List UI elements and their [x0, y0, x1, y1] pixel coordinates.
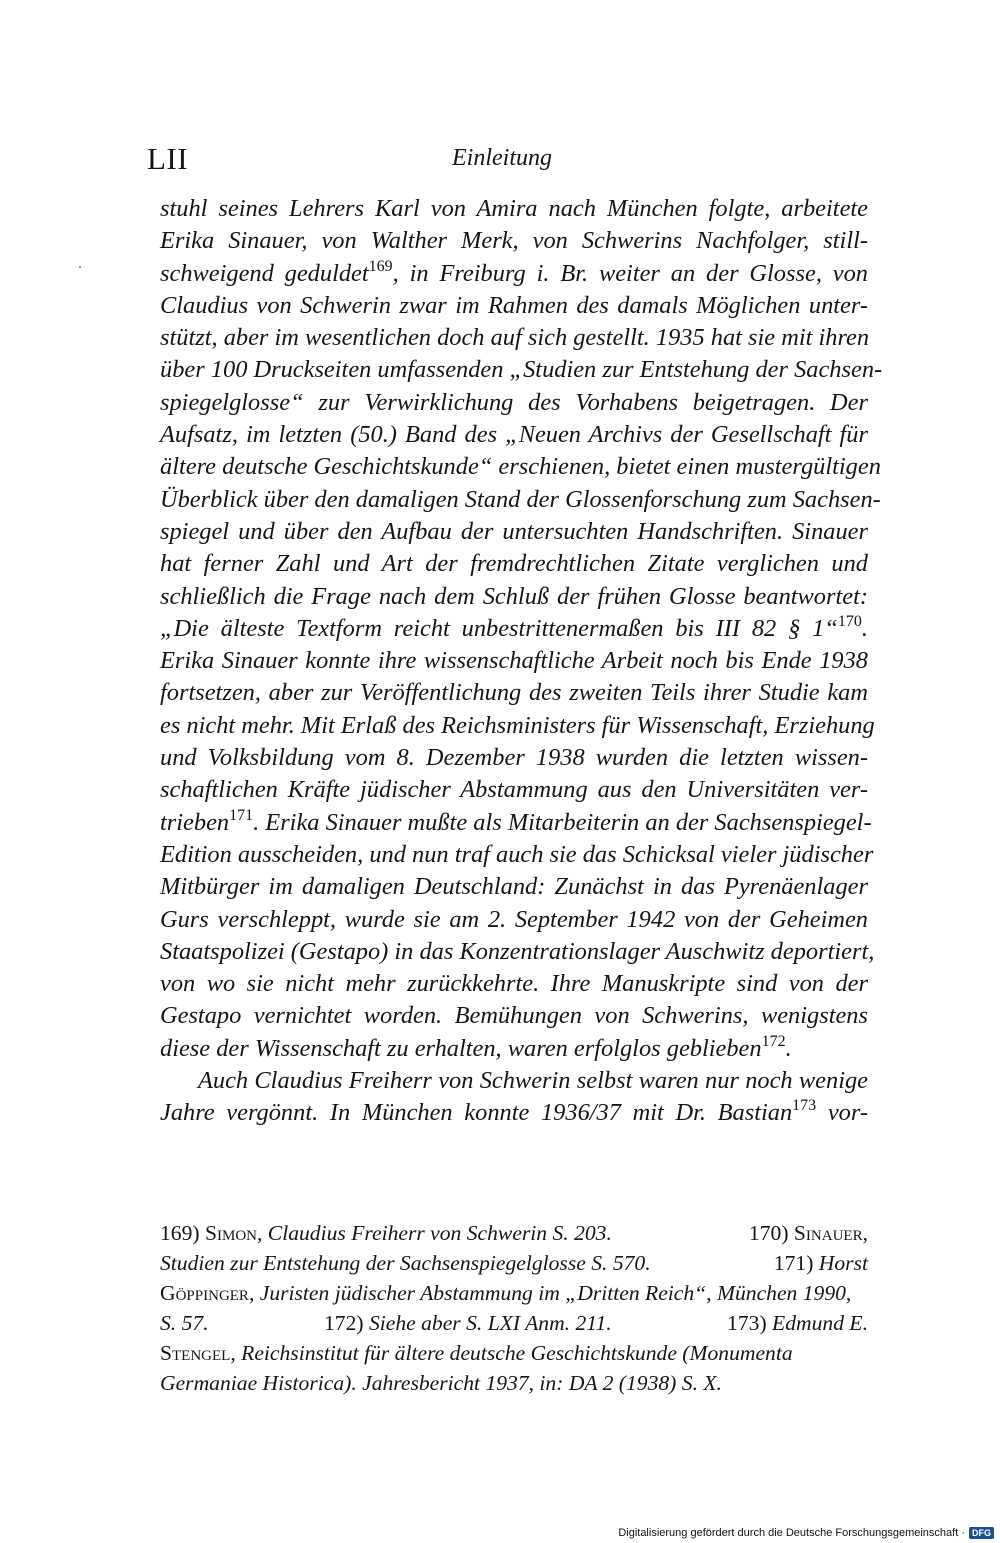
text-line: stuhl seines Lehrers Karl von Amira nach München folgte, arbeitete [160, 195, 868, 222]
footnote-number-169: 169) [160, 1221, 200, 1245]
body-text [160, 193, 883, 1130]
text-line: diese der Wissenschaft zu erhalten, waren erfolglos geblieben$^{172}$. [160, 1032, 792, 1062]
text-line: Aufsatz, im letzten (50.) Band des „Neuen Archivs der Gesellschaft für [160, 421, 868, 449]
author-name: Stengel, [160, 1341, 236, 1365]
text-line: stützt, aber im wesentlichen doch auf sich gestellt. 1935 hat sie mit ihren [160, 324, 870, 352]
text-line: Gestapo vernichtet worden. Bemühungen von Schwerins, wenigstens [160, 1002, 868, 1030]
author-name: Simon, [205, 1221, 263, 1245]
footnote-line: Stengel, Reichsinstitut für ältere deutsche Geschichtskunde (Monumenta [160, 1341, 793, 1365]
footnote-line: Studien zur Entstehung der Sachsenspiegelglosse S. 570. 171) Horst [160, 1251, 868, 1275]
author-name: Sinauer, [793, 1221, 868, 1245]
footnote-number-171: 171) [773, 1251, 814, 1275]
text-line: Erika Sinauer konnte ihre wissenschaftliche Arbeit noch bis Ende 1938 [160, 647, 868, 675]
text-line: Jahre vergönnt. In München konnte 1936/37 mit Dr. Bastian$^{173}$ vor- [160, 1097, 868, 1127]
credit-text: Digitalisierung gefördert durch die Deutsche Forschungsgemeinschaft · [618, 1527, 965, 1539]
text-line: Edition ausscheiden, und nun traf auch sie das Schicksal vieler jüdischer [160, 840, 874, 868]
running-head: Einleitung [452, 145, 552, 171]
text-line: Erika Sinauer, von Walther Merk, von Schwerins Nachfolger, still- [160, 227, 868, 255]
text-line: Staatspolizei (Gestapo) in das Konzentrationslager Auschwitz deportiert, [160, 937, 875, 965]
text-line: es nicht mehr. Mit Erlaß des Reichsministers für Wissenschaft, Erziehung [160, 711, 875, 739]
footnote-ref-171[interactable]: 171 [229, 806, 254, 824]
footnote-number-170: 170) [748, 1221, 789, 1245]
digitization-credit [618, 1527, 994, 1539]
footnote-line: Germaniae Historica). Jahresbericht 1937, in: DA 2 (1938) S. X. [160, 1371, 722, 1395]
text-line: schweigend geduldet$^{169}$, in Freiburg i. Br. weiter an der Glosse, von [160, 257, 868, 287]
text-line: über 100 Druckseiten umfassenden „Studien zur Entstehung der Sachsen- [160, 356, 883, 384]
footnote-number-172: 172) [323, 1311, 364, 1335]
author-name: Göppinger, [160, 1281, 255, 1305]
footnote-line: S. 57. 172) Siehe aber S. LXI Anm. 211. 173) Edmund E. [160, 1311, 868, 1335]
text-line: schließlich die Frage nach dem Schluß der frühen Glosse beantwortet: [160, 582, 868, 610]
page-number: LII [147, 141, 189, 176]
scan-speck [79, 266, 81, 268]
text-line: ältere deutsche Geschichtskunde“ erschienen, bietet einen mustergültigen [160, 453, 881, 481]
text-line: Claudius von Schwerin zwar im Rahmen des damals Möglichen unter- [160, 291, 868, 319]
text-line: spiegelglosse“ zur Verwirklichung des Vorhabens beigetragen. Der [160, 388, 868, 416]
text-line: und Volksbildung vom 8. Dezember 1938 wurden die letzten wissen- [160, 744, 868, 772]
footnote-ref-172[interactable]: 172 [761, 1032, 786, 1050]
text-line: fortsetzen, aber zur Veröffentlichung des zweiten Teils ihrer Studie kam [160, 679, 868, 707]
text-line: hat ferner Zahl und Art der fremdrechtlichen Zitate verglichen und [160, 550, 868, 578]
footnotes [160, 1218, 868, 1398]
footnote-ref-169[interactable]: 169 [368, 257, 393, 275]
text-line: „Die älteste Textform reicht unbestrittenermaßen bis III 82 § 1“$^{170}$. [160, 612, 868, 642]
footnote-ref-173[interactable]: 173 [792, 1097, 817, 1115]
text-line: Überblick über den damaligen Stand der Glossenforschung zum Sachsen- [160, 485, 881, 513]
text-line: Mitbürger im damaligen Deutschland: Zunächst in das Pyrenäenlager [160, 873, 868, 901]
text-line: Gurs verschleppt, wurde sie am 2. September 1942 von der Geheimen [160, 905, 868, 933]
footnote-number-173: 173) [727, 1311, 767, 1335]
text-line: Auch Claudius Freiherr von Schwerin selbst waren nur noch wenige [198, 1067, 868, 1095]
text-line: spiegel und über den Aufbau der untersuchten Handschriften. Sinauer [160, 517, 868, 545]
dfg-logo-icon: DFG [969, 1527, 994, 1539]
footnote-line: Göppinger, Juristen jüdischer Abstammung im „Dritten Reich“, München 1990, [160, 1281, 852, 1305]
footnote-ref-170[interactable]: 170 [837, 612, 862, 630]
footnote-line: 169) Simon, Claudius Freiherr von Schwerin S. 203. 170) Sinauer, [160, 1221, 868, 1245]
text-line: trieben$^{171}$. Erika Sinauer mußte als Mitarbeiterin an der Sachsenspiegel- [160, 806, 872, 836]
text-line: von wo sie nicht mehr zurückkehrte. Ihre Manuskripte sind von der [160, 970, 868, 998]
text-line: schaftlichen Kräfte jüdischer Abstammung aus den Universitäten ver- [160, 776, 868, 804]
